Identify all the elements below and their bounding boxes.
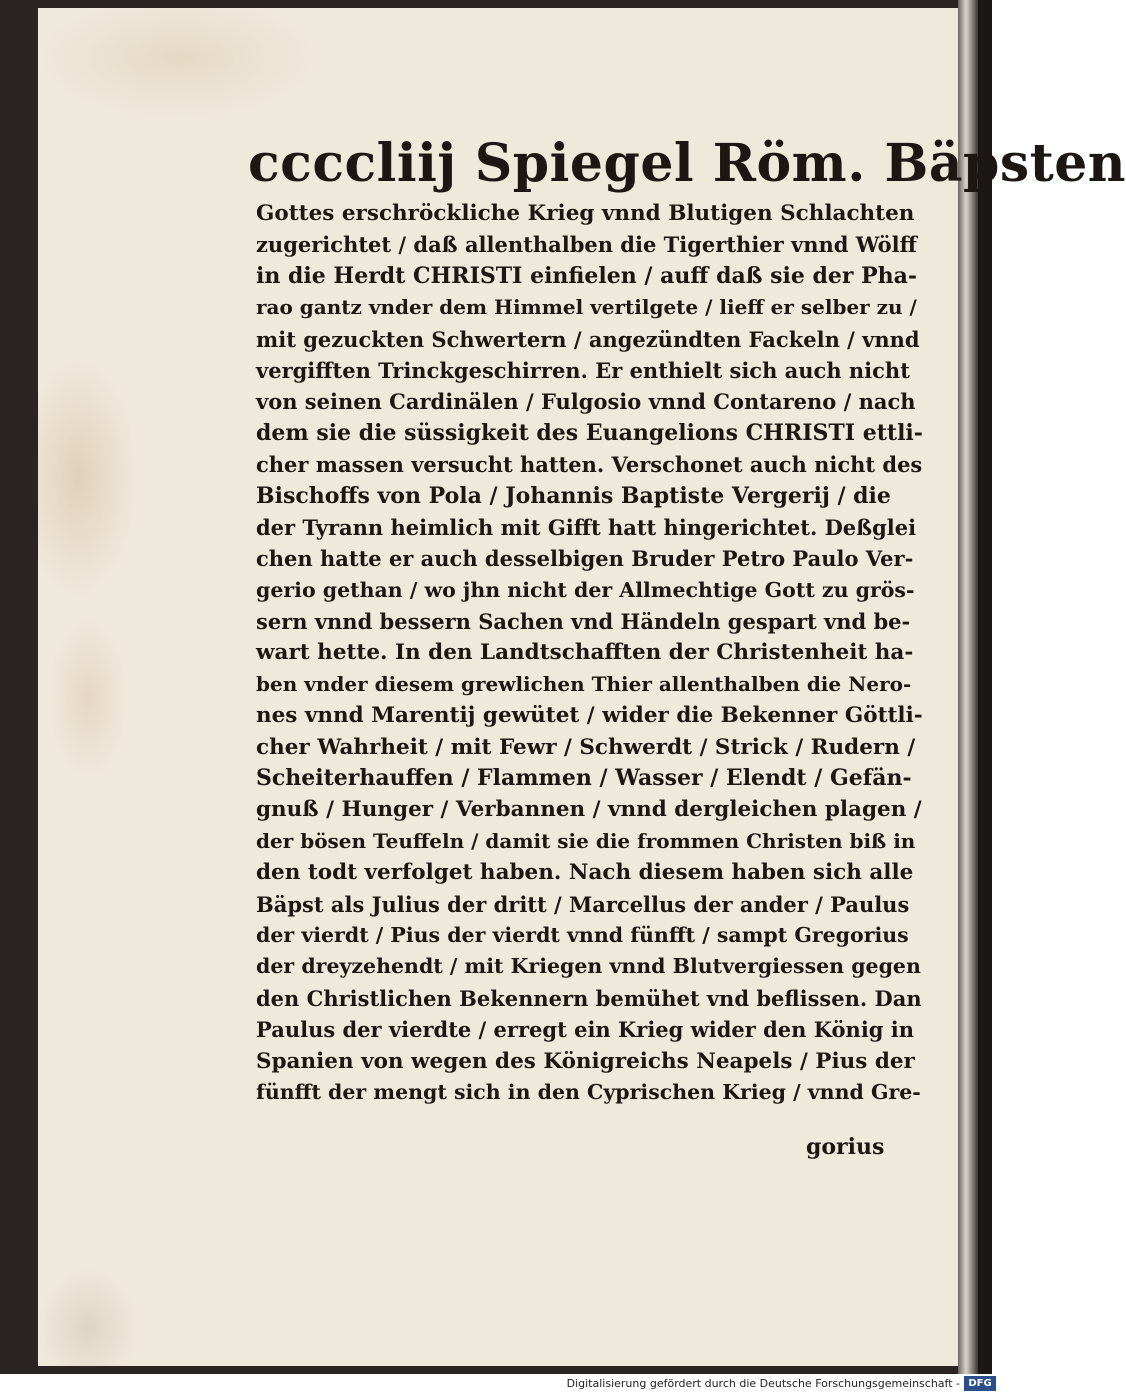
text-line: der bösen Teuffeln / damit sie die frommen Christen biß in (256, 828, 916, 853)
text-block (256, 198, 924, 1108)
text-line: den todt verfolget haben. Nach diesem haben sich alle (256, 860, 914, 886)
running-head-title: Spiegel Röm. Bäpsten (474, 133, 1126, 194)
page-gutter (958, 0, 978, 1374)
text-line: chen hatte er auch desselbigen Bruder Petro Paulo Ver- (256, 546, 914, 572)
text-line: rao gantz vnder dem Himmel vertilgete / lieff er selber zu / (256, 295, 917, 320)
running-header (248, 118, 1126, 194)
catchword: gorius (806, 1134, 885, 1160)
dfg-logo-icon: DFG (964, 1376, 996, 1391)
footer-credit: Digitalisierung gefördert durch die Deutsche Forschungsgemeinschaft - (566, 1377, 960, 1390)
text-line: der vierdt / Pius der vierdt vnnd fünfft / sampt Gregorius (256, 922, 909, 947)
footer-bar (0, 1374, 1000, 1394)
text-line: zugerichtet / daß allenthalben die Tigerthier vnnd Wölff (256, 232, 917, 258)
text-line: nes vnnd Marentij gewütet / wider die Bekenner Göttli- (256, 703, 923, 729)
text-line: cher massen versucht hatten. Verschonet auch nicht des (256, 452, 923, 478)
text-line: Bäpst als Julius der dritt / Marcellus der ander / Paulus (256, 891, 910, 917)
text-line: Gottes erschröckliche Krieg vnnd Blutigen Schlachten (256, 201, 915, 226)
text-line: wart hette. In den Landtschafften der Christenheit ha- (256, 640, 914, 666)
text-line: Spanien von wegen des Königreichs Neapels / Pius der (256, 1048, 915, 1074)
text-line: gerio gethan / wo jhn nicht der Allmechtige Gott zu grös- (256, 577, 915, 602)
text-line: vergifften Trinckgeschirren. Er enthielt sich auch nicht (256, 357, 910, 383)
scan-edge (978, 0, 992, 1374)
text-line: Scheiterhauffen / Flammen / Wasser / Elendt / Gefän- (256, 765, 912, 792)
text-line: cher Wahrheit / mit Fewr / Schwerdt / Strick / Rudern / (256, 734, 916, 760)
text-line: der Tyrann heimlich mit Gifft hatt hingerichtet. Deßglei (256, 514, 917, 540)
text-line: gnuß / Hunger / Verbannen / vnnd dergleichen plagen / (256, 797, 922, 823)
text-line: sern vnnd bessern Sachen vnd Händeln gespart vnd be- (256, 609, 911, 635)
text-line: Bischoffs von Pola / Johannis Baptiste Vergerij / die (256, 482, 891, 509)
text-line: den Christlichen Bekennern bemühet vnd beflissen. Dan (256, 985, 922, 1011)
text-line: Paulus der vierdte / erregt ein Krieg wider den König in (256, 1017, 915, 1043)
text-line: ben vnder diesem grewlichen Thier allenthalben die Nero- (256, 671, 912, 696)
text-line: dem sie die süssigkeit des Euangelions CHRISTI ettli- (256, 419, 923, 446)
text-line: in die Herdt CHRISTI einfielen / auff daß sie der Pha- (256, 262, 918, 289)
text-line: fünfft der mengt sich in den Cyprischen Krieg / vnnd Gre- (256, 1079, 921, 1104)
text-line: der dreyzehendt / mit Kriegen vnnd Blutvergiessen gegen (256, 954, 921, 979)
text-line: von seinen Cardinälen / Fulgosio vnnd Contareno / nach (256, 389, 916, 415)
text-line: mit gezuckten Schwertern / angezündten Fackeln / vnnd (256, 326, 920, 352)
folio-number: ccccliij (248, 133, 457, 194)
